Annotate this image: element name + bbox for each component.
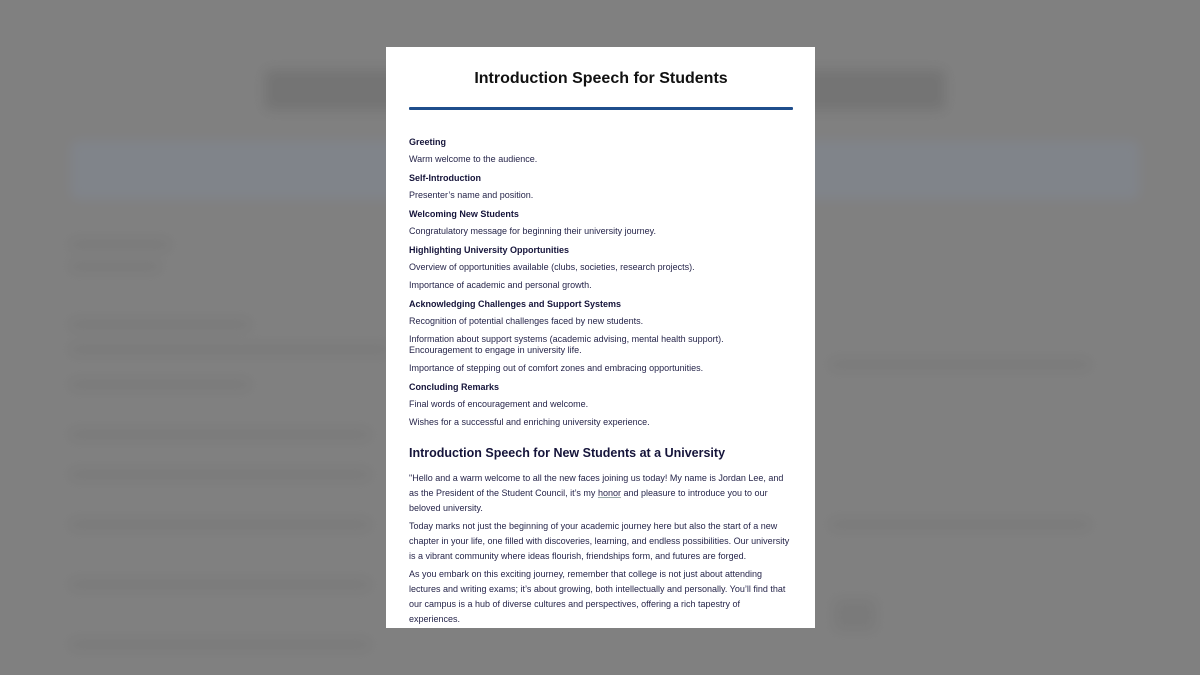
outline-heading: Welcoming New Students xyxy=(409,209,519,219)
outline-heading: Acknowledging Challenges and Support Systems xyxy=(409,299,622,309)
outline-heading: Concluding Remarks xyxy=(409,382,500,392)
speech-heading: Introduction Speech for New Students at a University xyxy=(409,446,726,460)
paragraph-text: "Hello and a warm welcome to all the new faces joining us today! My name is Jordan Lee, and as the President of the Student Council, it’s my xyxy=(409,473,784,498)
document-title: Introduction Speech for Students xyxy=(474,70,728,87)
document-page xyxy=(386,47,815,628)
outline-item: Importance of stepping out of comfort zones and embracing opportunities. xyxy=(409,363,704,373)
underlined-word: honor xyxy=(597,488,621,498)
outline-item: Importance of academic and personal growth. xyxy=(409,280,592,290)
speech-paragraph: Today marks not just the beginning of your academic journey here but also the start of a new chapter in your life, one filled with discoveries, learning, and endless possibilities. Our university is a vibrant community where ideas flourish, friendships form, and futures are forged. xyxy=(409,521,790,561)
outline-item: Congratulatory message for beginning their university journey. xyxy=(409,226,656,236)
speech-paragraph xyxy=(409,471,793,516)
speech-outline xyxy=(409,136,793,428)
outline-item: Final words of encouragement and welcome. xyxy=(409,399,589,409)
outline-item: Recognition of potential challenges faced by new students. xyxy=(409,316,644,326)
outline-item: Presenter’s name and position. xyxy=(409,190,534,200)
paragraph-text: and pleasure to introduce you to our beloved university. xyxy=(409,488,768,513)
title-divider xyxy=(409,107,793,110)
speech-paragraph: As you embark on this exciting journey, remember that college is not just about attending lectures and writing exams; it’s about growing, both intellectually and personally. You’ll find that our campus is a hub of diverse cultures and perspectives, offering a rich tapestry of experiences. xyxy=(409,569,786,624)
outline-item: Information about support systems (academic advising, mental health support). xyxy=(409,334,724,344)
outline-heading: Highlighting University Opportunities xyxy=(409,245,570,255)
outline-item: Encouragement to engage in university life. xyxy=(409,345,582,355)
outline-heading: Greeting xyxy=(409,137,447,147)
outline-item: Warm welcome to the audience. xyxy=(409,154,538,164)
outline-heading: Self-Introduction xyxy=(409,173,481,183)
outline-item: Overview of opportunities available (clubs, societies, research projects). xyxy=(409,262,695,272)
outline-item: Wishes for a successful and enriching university experience. xyxy=(409,417,650,427)
